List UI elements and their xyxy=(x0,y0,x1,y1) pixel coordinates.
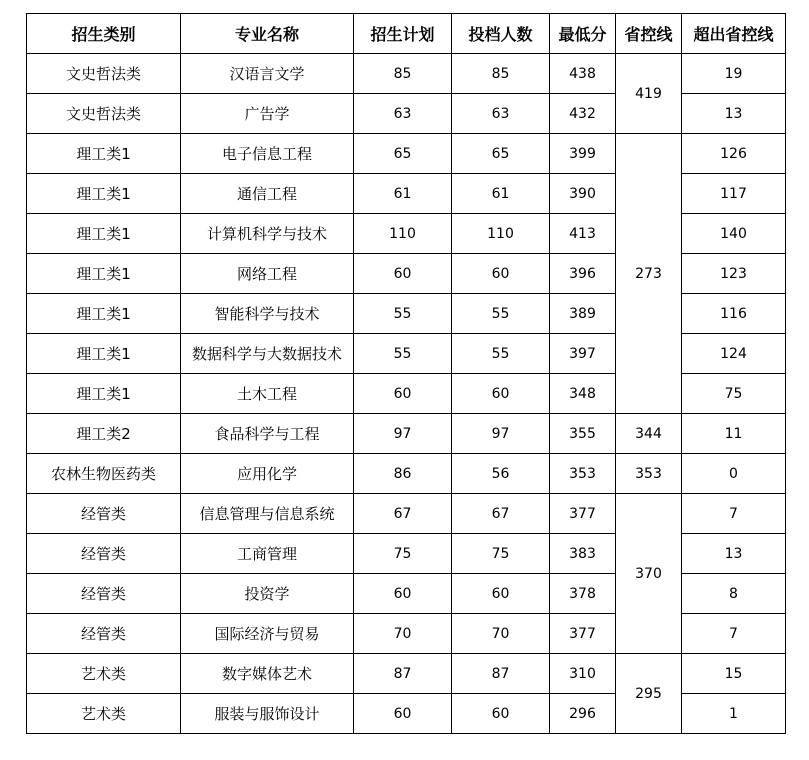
cell-major: 汉语言文学 xyxy=(181,54,354,94)
cell-plan: 75 xyxy=(354,534,452,574)
cell-excess: 8 xyxy=(682,574,786,614)
cell-min-score: 397 xyxy=(550,334,616,374)
header-plan: 招生计划 xyxy=(354,14,452,54)
cell-major: 食品科学与工程 xyxy=(181,414,354,454)
cell-plan: 60 xyxy=(354,574,452,614)
cell-excess: 75 xyxy=(682,374,786,414)
cell-category: 理工类1 xyxy=(27,334,181,374)
cell-admitted: 110 xyxy=(452,214,550,254)
cell-plan: 85 xyxy=(354,54,452,94)
cell-min-score: 353 xyxy=(550,454,616,494)
cell-admitted: 67 xyxy=(452,494,550,534)
cell-admitted: 60 xyxy=(452,694,550,734)
cell-category: 经管类 xyxy=(27,614,181,654)
cell-admitted: 70 xyxy=(452,614,550,654)
cell-plan: 70 xyxy=(354,614,452,654)
cell-excess: 7 xyxy=(682,494,786,534)
header-control-line: 省控线 xyxy=(616,14,682,54)
cell-major: 数据科学与大数据技术 xyxy=(181,334,354,374)
cell-excess: 126 xyxy=(682,134,786,174)
cell-category: 文史哲法类 xyxy=(27,54,181,94)
cell-category: 艺术类 xyxy=(27,694,181,734)
cell-excess: 7 xyxy=(682,614,786,654)
cell-category: 理工类1 xyxy=(27,214,181,254)
cell-min-score: 396 xyxy=(550,254,616,294)
cell-plan: 87 xyxy=(354,654,452,694)
cell-min-score: 389 xyxy=(550,294,616,334)
header-admitted: 投档人数 xyxy=(452,14,550,54)
cell-excess: 117 xyxy=(682,174,786,214)
cell-category: 理工类1 xyxy=(27,294,181,334)
cell-category: 理工类1 xyxy=(27,134,181,174)
cell-min-score: 399 xyxy=(550,134,616,174)
cell-major: 应用化学 xyxy=(181,454,354,494)
cell-control-line: 344 xyxy=(616,414,682,454)
cell-excess: 13 xyxy=(682,534,786,574)
cell-major: 信息管理与信息系统 xyxy=(181,494,354,534)
table-row xyxy=(27,134,786,174)
cell-category: 理工类1 xyxy=(27,254,181,294)
cell-plan: 61 xyxy=(354,174,452,214)
table-row xyxy=(27,454,786,494)
cell-admitted: 56 xyxy=(452,454,550,494)
cell-min-score: 383 xyxy=(550,534,616,574)
cell-min-score: 355 xyxy=(550,414,616,454)
cell-excess: 15 xyxy=(682,654,786,694)
cell-plan: 110 xyxy=(354,214,452,254)
header-category: 招生类别 xyxy=(27,14,181,54)
cell-min-score: 432 xyxy=(550,94,616,134)
cell-major: 智能科学与技术 xyxy=(181,294,354,334)
header-major: 专业名称 xyxy=(181,14,354,54)
cell-category: 经管类 xyxy=(27,574,181,614)
cell-category: 理工类2 xyxy=(27,414,181,454)
table-row xyxy=(27,654,786,694)
cell-excess: 124 xyxy=(682,334,786,374)
cell-plan: 86 xyxy=(354,454,452,494)
cell-excess: 123 xyxy=(682,254,786,294)
cell-admitted: 63 xyxy=(452,94,550,134)
cell-category: 经管类 xyxy=(27,534,181,574)
cell-admitted: 85 xyxy=(452,54,550,94)
table-row xyxy=(27,54,786,94)
cell-control-line: 419 xyxy=(616,54,682,134)
cell-admitted: 61 xyxy=(452,174,550,214)
cell-min-score: 296 xyxy=(550,694,616,734)
table-row xyxy=(27,494,786,534)
cell-excess: 140 xyxy=(682,214,786,254)
cell-admitted: 55 xyxy=(452,334,550,374)
cell-major: 土木工程 xyxy=(181,374,354,414)
table-body xyxy=(27,54,786,734)
cell-min-score: 377 xyxy=(550,614,616,654)
cell-category: 艺术类 xyxy=(27,654,181,694)
cell-control-line: 370 xyxy=(616,494,682,654)
cell-major: 投资学 xyxy=(181,574,354,614)
cell-admitted: 60 xyxy=(452,374,550,414)
cell-admitted: 60 xyxy=(452,254,550,294)
cell-admitted: 55 xyxy=(452,294,550,334)
cell-admitted: 75 xyxy=(452,534,550,574)
cell-plan: 60 xyxy=(354,254,452,294)
cell-major: 网络工程 xyxy=(181,254,354,294)
cell-min-score: 438 xyxy=(550,54,616,94)
cell-plan: 97 xyxy=(354,414,452,454)
cell-min-score: 310 xyxy=(550,654,616,694)
cell-excess: 0 xyxy=(682,454,786,494)
cell-plan: 65 xyxy=(354,134,452,174)
cell-plan: 60 xyxy=(354,694,452,734)
table-row xyxy=(27,414,786,454)
header-excess: 超出省控线 xyxy=(682,14,786,54)
cell-admitted: 97 xyxy=(452,414,550,454)
cell-category: 经管类 xyxy=(27,494,181,534)
cell-excess: 1 xyxy=(682,694,786,734)
cell-category: 理工类1 xyxy=(27,174,181,214)
cell-plan: 63 xyxy=(354,94,452,134)
cell-category: 理工类1 xyxy=(27,374,181,414)
cell-admitted: 60 xyxy=(452,574,550,614)
cell-major: 电子信息工程 xyxy=(181,134,354,174)
cell-min-score: 377 xyxy=(550,494,616,534)
cell-major: 广告学 xyxy=(181,94,354,134)
cell-excess: 11 xyxy=(682,414,786,454)
cell-control-line: 353 xyxy=(616,454,682,494)
cell-admitted: 65 xyxy=(452,134,550,174)
cell-admitted: 87 xyxy=(452,654,550,694)
cell-control-line: 295 xyxy=(616,654,682,734)
cell-excess: 13 xyxy=(682,94,786,134)
cell-min-score: 390 xyxy=(550,174,616,214)
cell-min-score: 413 xyxy=(550,214,616,254)
header-min-score: 最低分 xyxy=(550,14,616,54)
cell-min-score: 348 xyxy=(550,374,616,414)
cell-major: 国际经济与贸易 xyxy=(181,614,354,654)
cell-major: 工商管理 xyxy=(181,534,354,574)
cell-control-line: 273 xyxy=(616,134,682,414)
admission-score-table xyxy=(26,13,786,734)
cell-major: 数字媒体艺术 xyxy=(181,654,354,694)
cell-plan: 55 xyxy=(354,334,452,374)
cell-min-score: 378 xyxy=(550,574,616,614)
cell-excess: 116 xyxy=(682,294,786,334)
header-row xyxy=(27,14,786,54)
cell-plan: 60 xyxy=(354,374,452,414)
cell-excess: 19 xyxy=(682,54,786,94)
cell-category: 文史哲法类 xyxy=(27,94,181,134)
cell-major: 服装与服饰设计 xyxy=(181,694,354,734)
cell-plan: 67 xyxy=(354,494,452,534)
cell-category: 农林生物医药类 xyxy=(27,454,181,494)
cell-major: 计算机科学与技术 xyxy=(181,214,354,254)
cell-plan: 55 xyxy=(354,294,452,334)
cell-major: 通信工程 xyxy=(181,174,354,214)
